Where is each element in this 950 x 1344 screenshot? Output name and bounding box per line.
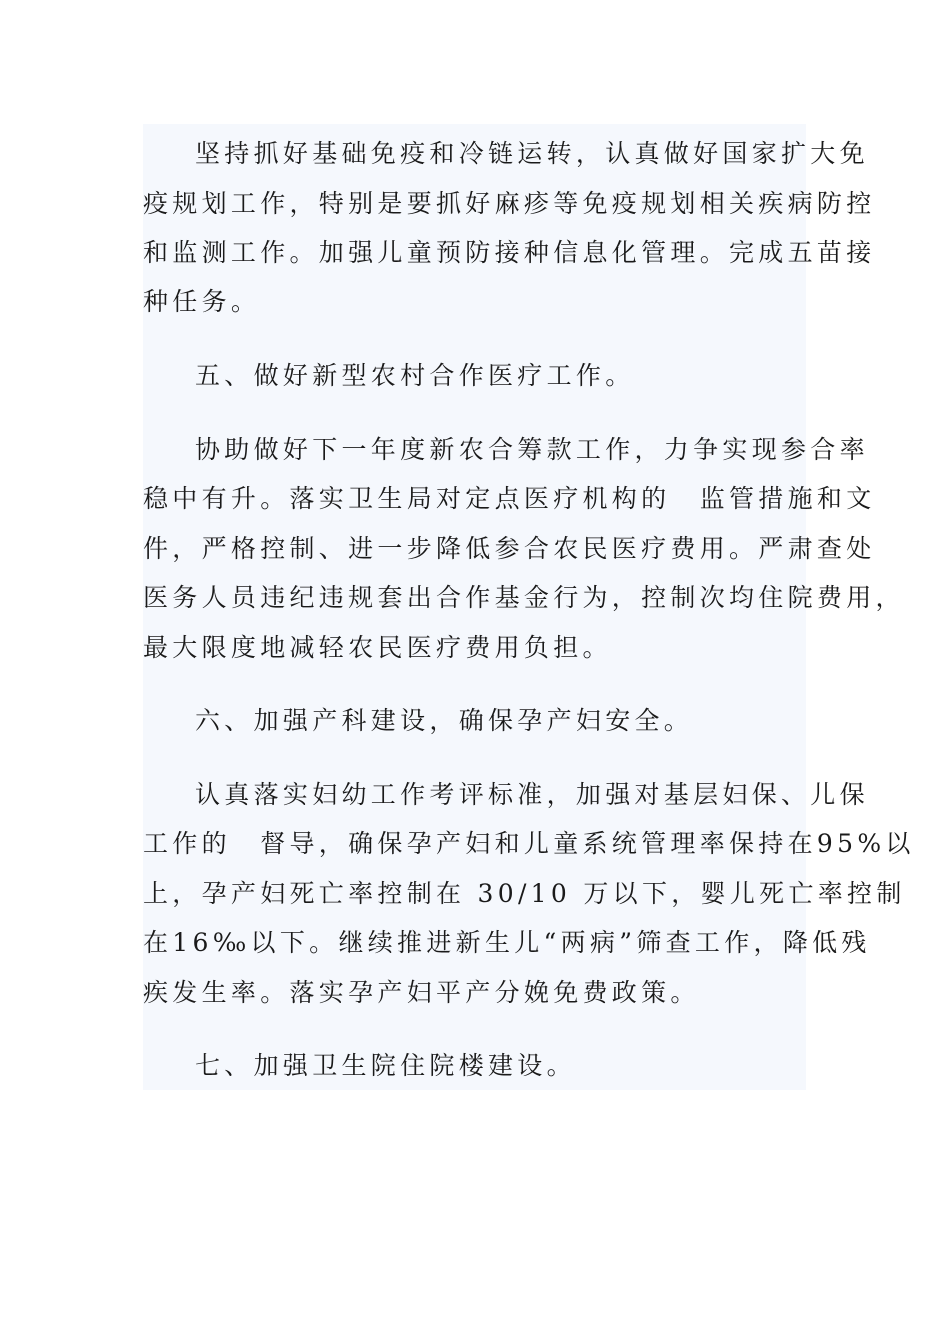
section-heading: 七、加强卫生院住院楼建设。	[195, 1051, 576, 1080]
paragraph-line: 工作的 督导，确保孕产妇和儿童系统管理率保持在95%以	[143, 829, 915, 858]
paragraph-line: 认真落实妇幼工作考评标准，加强对基层妇保、儿保	[195, 780, 869, 809]
paragraph-line: 和监测工作。加强儿童预防接种信息化管理。完成五苗接	[143, 238, 876, 267]
section-heading: 六、加强产科建设，确保孕产妇安全。	[195, 706, 694, 735]
paragraph-line: 种任务。	[143, 287, 261, 316]
highlighted-text-block	[143, 124, 915, 1090]
paragraph-line: 件，严格控制、进一步降低参合农民医疗费用。严肃查处	[143, 534, 876, 563]
paragraph-line: 坚持抓好基础免疫和冷链运转，认真做好国家扩大免	[195, 139, 869, 168]
paragraph-line: 稳中有升。落实卫生局对定点医疗机构的 监管措施和文	[143, 484, 876, 513]
paragraph-line: 疫规划工作，特别是要抓好麻疹等免疫规划相关疾病防控	[143, 189, 876, 218]
paragraph-line: 上，孕产妇死亡率控制在 30/10 万以下，婴儿死亡率控制	[143, 879, 906, 908]
paragraph-line: 在16‰以下。继续推进新生儿“两病”筛查工作，降低残	[143, 928, 871, 957]
paragraph-line: 最大限度地减轻农民医疗费用负担。	[143, 633, 612, 662]
paragraph-line: 协助做好下一年度新农合筹款工作，力争实现参合率	[195, 435, 869, 464]
paragraph-line: 疾发生率。落实孕产妇平产分娩免费政策。	[143, 978, 700, 1007]
paragraph-line: 医务人员违纪违规套出合作基金行为，控制次均住院费用，	[143, 583, 905, 612]
section-heading: 五、做好新型农村合作医疗工作。	[195, 361, 635, 390]
